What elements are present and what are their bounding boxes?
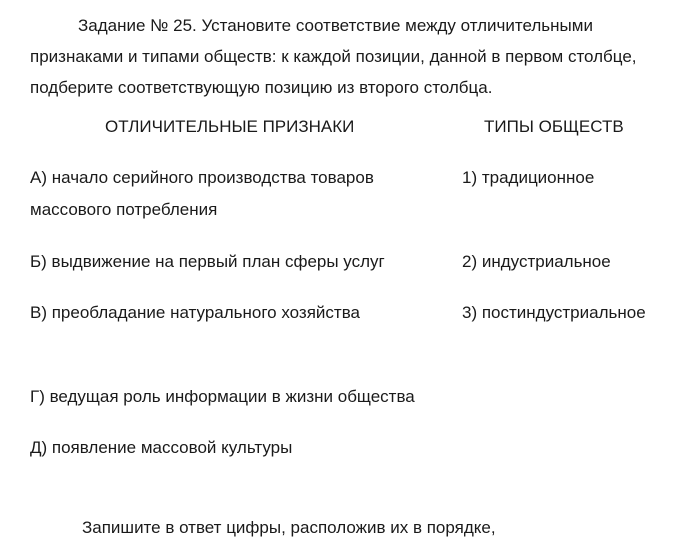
feature-item-g: Г) ведущая роль информации в жизни общества <box>30 387 415 406</box>
types-column-header: ТИПЫ ОБЩЕСТВ <box>484 117 624 136</box>
feature-item-d: Д) появление массовой культуры <box>30 438 293 457</box>
type-item-2: 2) индустриальное <box>462 252 611 271</box>
feature-item-b: Б) выдвижение на первый план сферы услуг <box>30 252 385 271</box>
task-intro: Задание № 25. Установите соответствие между отличительными признаками и типами обществ: к каждой позиции, данной в первом столбце, подберите соответствующую позицию из второго столбца. <box>30 16 637 97</box>
feature-item-v: В) преобладание натурального хозяйства <box>30 303 361 322</box>
answer-instruction: Запишите в ответ цифры, расположив их в порядке, <box>82 518 496 537</box>
type-item-1: 1) традиционное <box>462 168 595 187</box>
feature-item-a: А) начало серийного производства товаров массового потребления <box>30 168 374 219</box>
features-column-header: ОТЛИЧИТЕЛЬНЫЕ ПРИЗНАКИ <box>105 117 355 136</box>
type-item-3: 3) постиндустриальное <box>462 303 646 322</box>
